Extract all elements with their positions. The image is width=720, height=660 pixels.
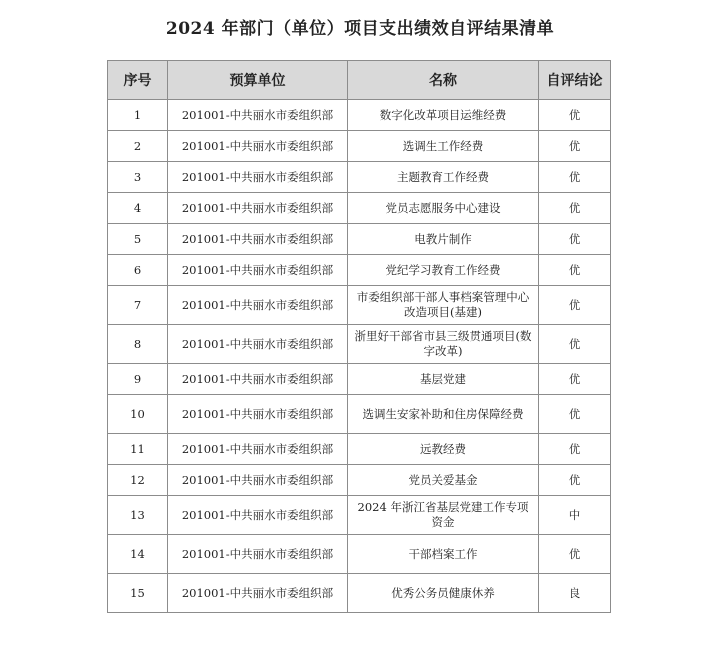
table-row <box>108 162 611 193</box>
cell-name: 党员关爱基金 <box>348 465 539 496</box>
cell-name: 党员志愿服务中心建设 <box>348 193 539 224</box>
table-row <box>108 496 611 535</box>
cell-unit: 201001-中共丽水市委组织部 <box>168 465 348 496</box>
cell-result: 优 <box>539 465 611 496</box>
cell-name: 2024 年浙江省基层党建工作专项资金 <box>348 496 539 535</box>
table-row <box>108 286 611 325</box>
cell-unit: 201001-中共丽水市委组织部 <box>168 325 348 364</box>
header-result: 自评结论 <box>539 61 611 100</box>
table-row <box>108 193 611 224</box>
table-row <box>108 465 611 496</box>
cell-unit: 201001-中共丽水市委组织部 <box>168 131 348 162</box>
table-row <box>108 100 611 131</box>
cell-name: 市委组织部干部人事档案管理中心改造项目(基建) <box>348 286 539 325</box>
cell-unit: 201001-中共丽水市委组织部 <box>168 535 348 574</box>
cell-unit: 201001-中共丽水市委组织部 <box>168 364 348 395</box>
table-row <box>108 574 611 613</box>
header-name: 名称 <box>348 61 539 100</box>
cell-name: 主题教育工作经费 <box>348 162 539 193</box>
header-no: 序号 <box>108 61 168 100</box>
cell-result: 优 <box>539 193 611 224</box>
cell-unit: 201001-中共丽水市委组织部 <box>168 255 348 286</box>
cell-name: 数字化改革项目运维经费 <box>348 100 539 131</box>
cell-result: 优 <box>539 162 611 193</box>
cell-name: 电教片制作 <box>348 224 539 255</box>
cell-unit: 201001-中共丽水市委组织部 <box>168 395 348 434</box>
cell-name: 优秀公务员健康休养 <box>348 574 539 613</box>
table-row <box>108 535 611 574</box>
cell-result: 优 <box>539 535 611 574</box>
cell-no: 12 <box>108 465 168 496</box>
cell-result: 优 <box>539 395 611 434</box>
cell-no: 15 <box>108 574 168 613</box>
cell-no: 9 <box>108 364 168 395</box>
table-row <box>108 364 611 395</box>
cell-result: 优 <box>539 131 611 162</box>
cell-name: 基层党建 <box>348 364 539 395</box>
cell-unit: 201001-中共丽水市委组织部 <box>168 162 348 193</box>
cell-no: 13 <box>108 496 168 535</box>
cell-no: 1 <box>108 100 168 131</box>
cell-no: 2 <box>108 131 168 162</box>
cell-result: 优 <box>539 325 611 364</box>
cell-result: 优 <box>539 286 611 325</box>
cell-result: 中 <box>539 496 611 535</box>
cell-no: 6 <box>108 255 168 286</box>
table-row <box>108 255 611 286</box>
cell-name: 浙里好干部省市县三级贯通项目(数字改革) <box>348 325 539 364</box>
cell-no: 14 <box>108 535 168 574</box>
table-row <box>108 224 611 255</box>
cell-unit: 201001-中共丽水市委组织部 <box>168 286 348 325</box>
cell-result: 优 <box>539 100 611 131</box>
cell-no: 7 <box>108 286 168 325</box>
cell-result: 优 <box>539 224 611 255</box>
table-row <box>108 395 611 434</box>
cell-result: 优 <box>539 364 611 395</box>
cell-no: 4 <box>108 193 168 224</box>
cell-no: 10 <box>108 395 168 434</box>
cell-name: 干部档案工作 <box>348 535 539 574</box>
cell-no: 3 <box>108 162 168 193</box>
cell-name: 党纪学习教育工作经费 <box>348 255 539 286</box>
cell-unit: 201001-中共丽水市委组织部 <box>168 193 348 224</box>
table-row <box>108 434 611 465</box>
page-title: 2024 年部门（单位）项目支出绩效自评结果清单 <box>165 19 555 39</box>
cell-result: 优 <box>539 434 611 465</box>
cell-name: 选调生安家补助和住房保障经费 <box>348 395 539 434</box>
results-table <box>107 60 611 613</box>
cell-result: 优 <box>539 255 611 286</box>
cell-no: 11 <box>108 434 168 465</box>
cell-unit: 201001-中共丽水市委组织部 <box>168 100 348 131</box>
cell-name: 选调生工作经费 <box>348 131 539 162</box>
cell-no: 5 <box>108 224 168 255</box>
table-row <box>108 131 611 162</box>
cell-unit: 201001-中共丽水市委组织部 <box>168 434 348 465</box>
cell-name: 远教经费 <box>348 434 539 465</box>
cell-unit: 201001-中共丽水市委组织部 <box>168 496 348 535</box>
cell-unit: 201001-中共丽水市委组织部 <box>168 574 348 613</box>
cell-no: 8 <box>108 325 168 364</box>
table-header-row <box>108 61 611 100</box>
header-unit: 预算单位 <box>168 61 348 100</box>
table-row <box>108 325 611 364</box>
cell-unit: 201001-中共丽水市委组织部 <box>168 224 348 255</box>
cell-result: 良 <box>539 574 611 613</box>
